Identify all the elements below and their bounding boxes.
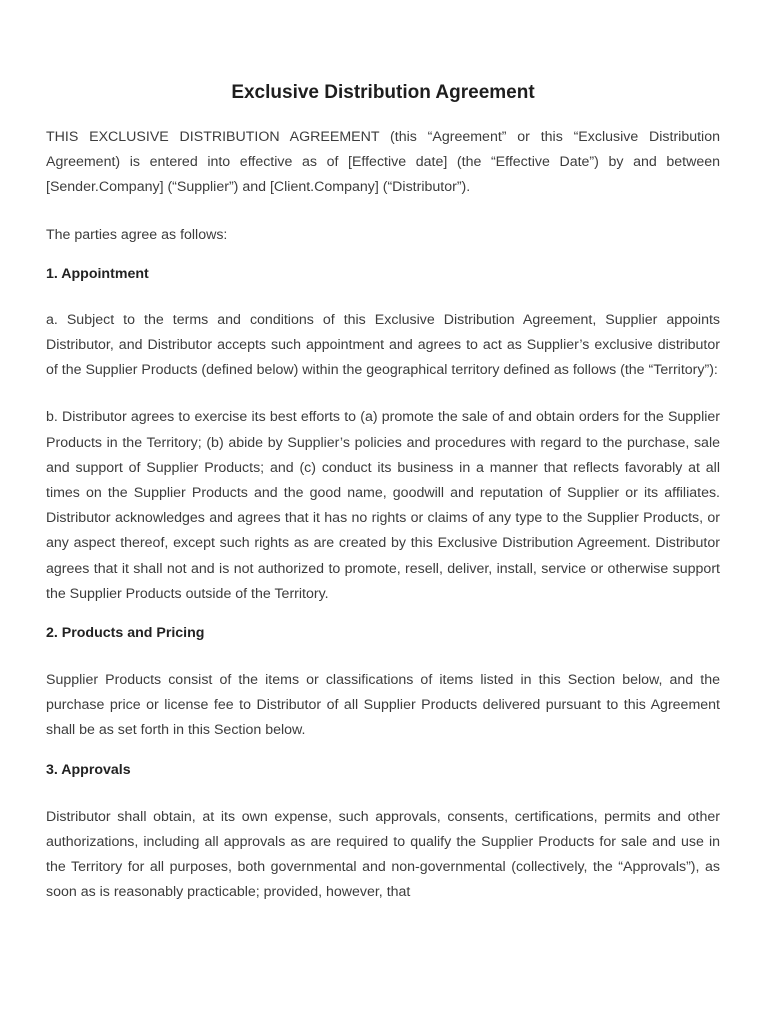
- appointment-paragraph-a: a. Subject to the terms and conditions of this Exclusive Distribution Agreement, Supplier appoints Distributor, and Distributor accepts such appointment and agrees to act as Supplier’s exclusive distributor of the Supplier Products (defined below) within the geographical territory defined as follows (the “Territory”):: [46, 311, 720, 379]
- section-heading-approvals: 3. Approvals: [46, 761, 131, 778]
- document-title: Exclusive Distribution Agreement: [231, 82, 535, 103]
- appointment-paragraph-b: b. Distributor agrees to exercise its best efforts to (a) promote the sale of and obtain orders for the Supplier Products in the Territory; (b) abide by Supplier’s policies and procedures with regard to the purchase, sale and support of Supplier Products; and (c) conduct its business in a manner that reflects favorably at all times on the Supplier Products and the good name, goodwill and reputation of Supplier or its affiliates. Distributor acknowledges and agrees that it has no rights or claims of any type to the Supplier Products, or any aspect thereof, except such rights as are created by this Exclusive Distribution Agreement. Distributor agrees that it shall not and is not authorized to promote, resell, deliver, install, service or otherwise support the Supplier Products outside of the Territory.: [46, 409, 720, 602]
- section-heading-products-pricing: 2. Products and Pricing: [46, 625, 205, 642]
- products-pricing-paragraph: Supplier Products consist of the items or classifications of items listed in this Section below, and the purchase price or license fee to Distributor of all Supplier Products delivered pursuant to this Agreement shall be as set forth in this Section below.: [46, 672, 720, 739]
- approvals-paragraph: Distributor shall obtain, at its own expense, such approvals, consents, certifications, permits and other authorizations, including all approvals as are required to qualify the Supplier Products for sale and use in the Territory for all purposes, both governmental and non-governmental (collectively, the “Approvals”), as soon as is reasonably practicable; provided, however, that: [46, 808, 720, 901]
- parties-agree-paragraph: The parties agree as follows:: [46, 226, 228, 243]
- intro-paragraph: THIS EXCLUSIVE DISTRIBUTION AGREEMENT (this “Agreement” or this “Exclusive Distribution Agreement) is entered into effective as of [Effective date] (the “Effective Date”) by and between [Sender.Company] (“Supplier”) and [Client.Company] (“Distributor”).: [46, 129, 720, 196]
- section-heading-appointment: 1. Appointment: [46, 265, 149, 282]
